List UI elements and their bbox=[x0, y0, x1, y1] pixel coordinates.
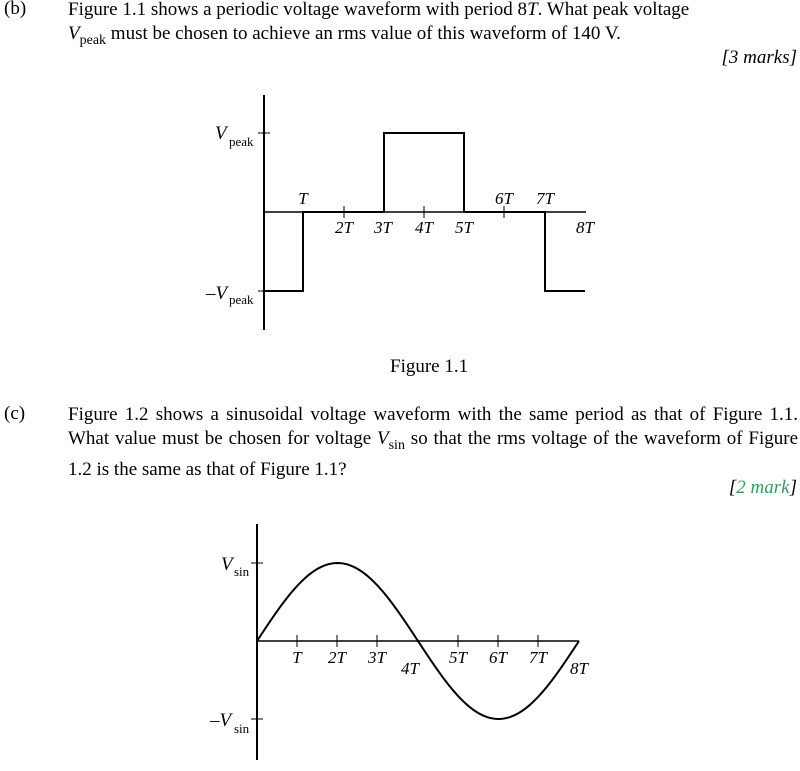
part-b-text-1: Figure 1.1 shows a periodic voltage waveform with period 8 bbox=[68, 0, 528, 20]
fig2-tick-5t: 5T bbox=[449, 648, 467, 667]
fig2-tick-3t: 3T bbox=[368, 648, 386, 667]
part-b-v-sub: peak bbox=[79, 32, 107, 48]
part-c-text-1: Figure 1.2 shows a sinusoidal voltage waveform with the same period as that of Figure 1.1. What value must be chosen for voltage bbox=[68, 404, 798, 449]
fig1-tick-5t: 5T bbox=[455, 218, 473, 237]
fig2-vsin-label: V bbox=[221, 554, 233, 575]
fig1-vpeak-sub: peak bbox=[229, 134, 254, 149]
fig1-tick-6t: 6T bbox=[495, 189, 513, 208]
fig2-neg-vsin-label: –V bbox=[210, 710, 232, 731]
part-b-label: (b) bbox=[4, 0, 27, 19]
fig1-tick-8t: 8T bbox=[576, 218, 594, 237]
part-b-v: V bbox=[68, 23, 80, 44]
fig1-vpeak-label: V bbox=[215, 123, 227, 144]
fig1-tick-t: T bbox=[298, 189, 308, 208]
part-c-marks-num: 2 mark bbox=[736, 477, 790, 498]
part-b-marks: [3 marks] bbox=[721, 47, 797, 68]
fig1-tick-2t: 2T bbox=[335, 218, 353, 237]
fig2-tick-4t: 4T bbox=[401, 659, 419, 678]
part-b-text-2: . What peak voltage bbox=[537, 0, 690, 20]
fig1-tick-7t: 7T bbox=[536, 189, 554, 208]
figure-1-caption: Figure 1.1 bbox=[390, 356, 469, 377]
fig2-tick-t: T bbox=[292, 648, 302, 667]
part-c-marks-close: ] bbox=[789, 477, 797, 498]
fig2-tick-8t: 8T bbox=[570, 659, 588, 678]
part-c-marks-open: [ bbox=[728, 477, 737, 498]
fig2-vsin-sub: sin bbox=[234, 564, 250, 579]
fig2-tick-7t: 7T bbox=[529, 648, 547, 667]
fig2-tick-6t: 6T bbox=[489, 648, 507, 667]
part-c-v-sub: sin bbox=[388, 437, 405, 453]
fig1-neg-vpeak-sub: peak bbox=[229, 292, 254, 307]
part-c-v: V bbox=[377, 428, 389, 449]
part-c-text-2: so that the rms voltage of the waveform of Figure 1.2 is the same as that of Figure 1.1? bbox=[68, 428, 799, 480]
part-c-label: (c) bbox=[4, 403, 26, 424]
part-b-period-t: T bbox=[527, 0, 538, 20]
fig2-tick-2t: 2T bbox=[328, 648, 346, 667]
part-b-text-3: must be chosen to achieve an rms value of this waveform of 140 V. bbox=[106, 23, 621, 44]
fig1-tick-4t: 4T bbox=[415, 218, 433, 237]
fig1-tick-3t: 3T bbox=[374, 218, 392, 237]
fig1-neg-vpeak-label: –V bbox=[206, 283, 228, 304]
fig2-neg-vsin-sub: sin bbox=[234, 721, 250, 736]
